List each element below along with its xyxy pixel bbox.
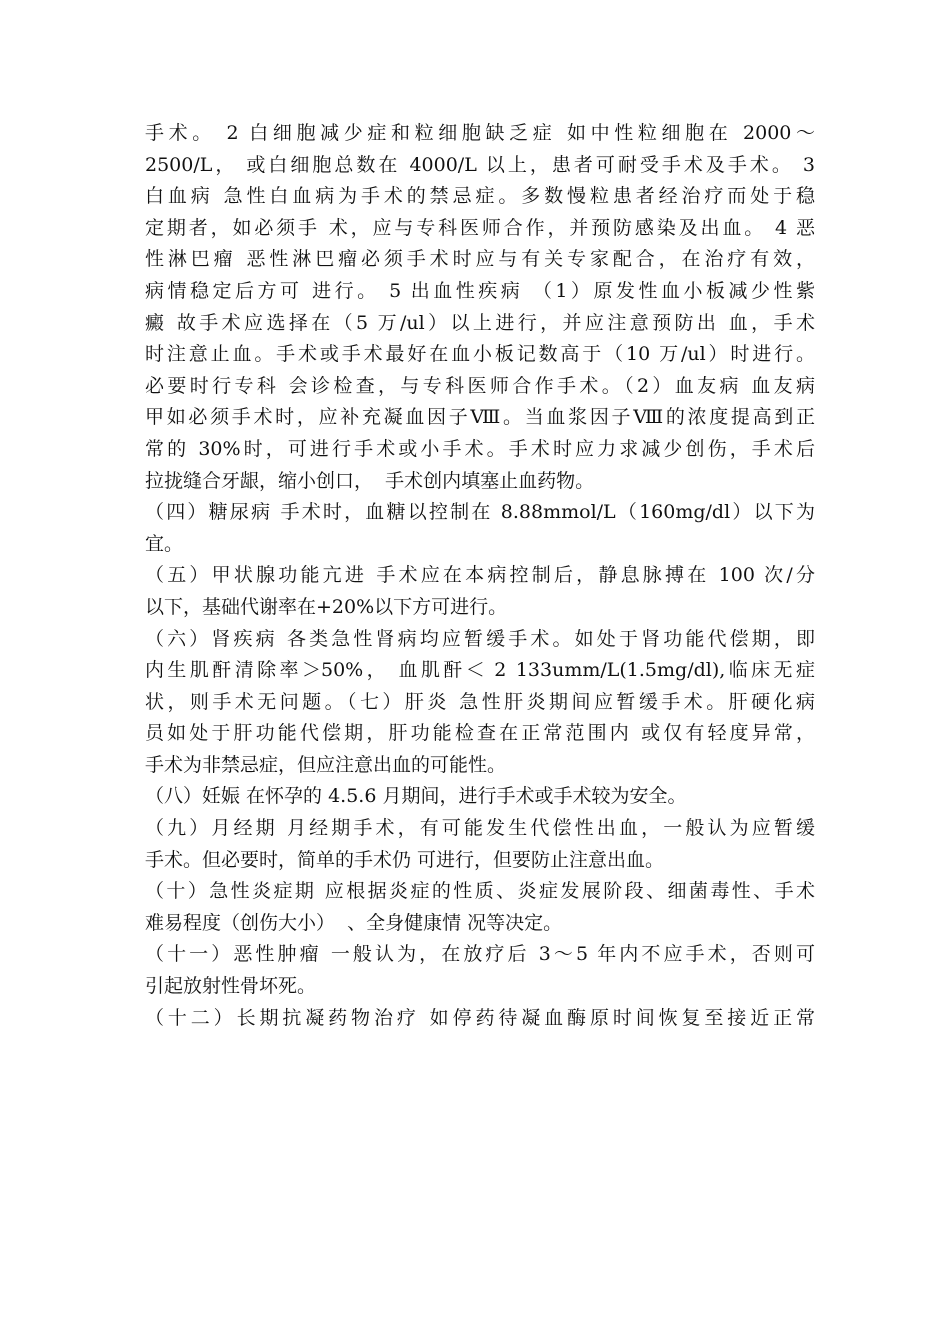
text-line: 必要时行专科 会诊检查，与专科医师合作手术。（2）血友病 血友病 <box>145 374 815 397</box>
text-line: 癜 故手术应选择在（5 万/ul）以上进行，并应注意预防出 血，手术 <box>145 311 815 334</box>
text-line: 病情稳定后方可 进行。 5 出血性疾病 （1）原发性血小板减少性紫 <box>145 279 815 302</box>
text-line: 以下，基础代谢率在+20%以下方可进行。 <box>145 595 508 618</box>
text-line: 白血病 急性白血病为手术的禁忌症。多数慢粒患者经治疗而处于稳 <box>145 185 815 208</box>
text-line: 手术。 2 白细胞减少症和粒细胞缺乏症 如中性粒细胞在 2000～ <box>145 122 815 144</box>
text-line: 定期者，如必须手 术，应与专科医师合作，并预防感染及出血。 4 恶 <box>145 216 815 239</box>
text-line: 状，则手术无问题。（七）肝炎 急性肝炎期间应暂缓手术。肝硬化病 <box>145 690 815 713</box>
text-line: （十二）长期抗凝药物治疗 如停药待凝血酶原时间恢复至接近正常 <box>145 1006 815 1029</box>
text-line: （十）急性炎症期 应根据炎症的性质、炎症发展阶段、细菌毒性、手术 <box>145 880 815 903</box>
text-line: 时注意止血。手术或手术最好在血小板记数高于（10 万/ul）时进行。 <box>145 343 815 366</box>
text-line: 2500/L， 或白细胞总数在 4000/L 以上，患者可耐受手术及手术。 3 <box>145 153 815 176</box>
text-line: 手术。但必要时，简单的手术仍 可进行，但要防止注意出血。 <box>145 848 665 871</box>
text-line: 难易程度（创伤大小） 、全身健康情 况等决定。 <box>145 911 563 934</box>
text-line: 手术为非禁忌症，但应注意出血的可能性。 <box>145 753 507 776</box>
text-line: 常的 30%时，可进行手术或小手术。手术时应力求减少创伤，手术后 <box>145 437 815 460</box>
text-line: （十一）恶性肿瘤 一般认为，在放疗后 3～5 年内不应手术，否则可 <box>145 943 815 966</box>
text-line: （五）甲状腺功能亢进 手术应在本病控制后，静息脉搏在 100 次/分 <box>145 564 815 587</box>
text-line: （九）月经期 月经期手术，有可能发生代偿性出血，一般认为应暂缓 <box>145 817 815 840</box>
text-line: 内生肌酐清除率＞50%， 血肌酐＜ 2 133umm/L(1.5mg/dl),临床无症 <box>145 659 815 682</box>
text-line: 员如处于肝功能代偿期，肝功能检查在正常范围内 或仅有轻度异常， <box>145 722 815 745</box>
body-text <box>145 118 815 1034</box>
text-line: 性淋巴瘤 恶性淋巴瘤必须手术时应与有关专家配合，在治疗有效， <box>145 248 815 271</box>
text-line: 引起放射性骨坏死。 <box>145 975 317 998</box>
text-line: 甲如必须手术时，应补充凝血因子Ⅷ。当血浆因子Ⅷ的浓度提高到正 <box>145 406 815 429</box>
text-line: （八）妊娠 在怀孕的 4.5.6 月期间，进行手术或手术较为安全。 <box>145 785 687 808</box>
text-line: （四）糖尿病 手术时，血糖以控制在 8.88mmol/L（160mg/dl）以下为 <box>145 501 815 524</box>
text-line: 宜。 <box>145 532 184 555</box>
text-line: 拉拢缝合牙龈，缩小创口， 手术创内填塞止血药物。 <box>145 469 595 492</box>
text-line: （六）肾疾病 各类急性肾病均应暂缓手术。如处于肾功能代偿期，即 <box>145 627 815 650</box>
